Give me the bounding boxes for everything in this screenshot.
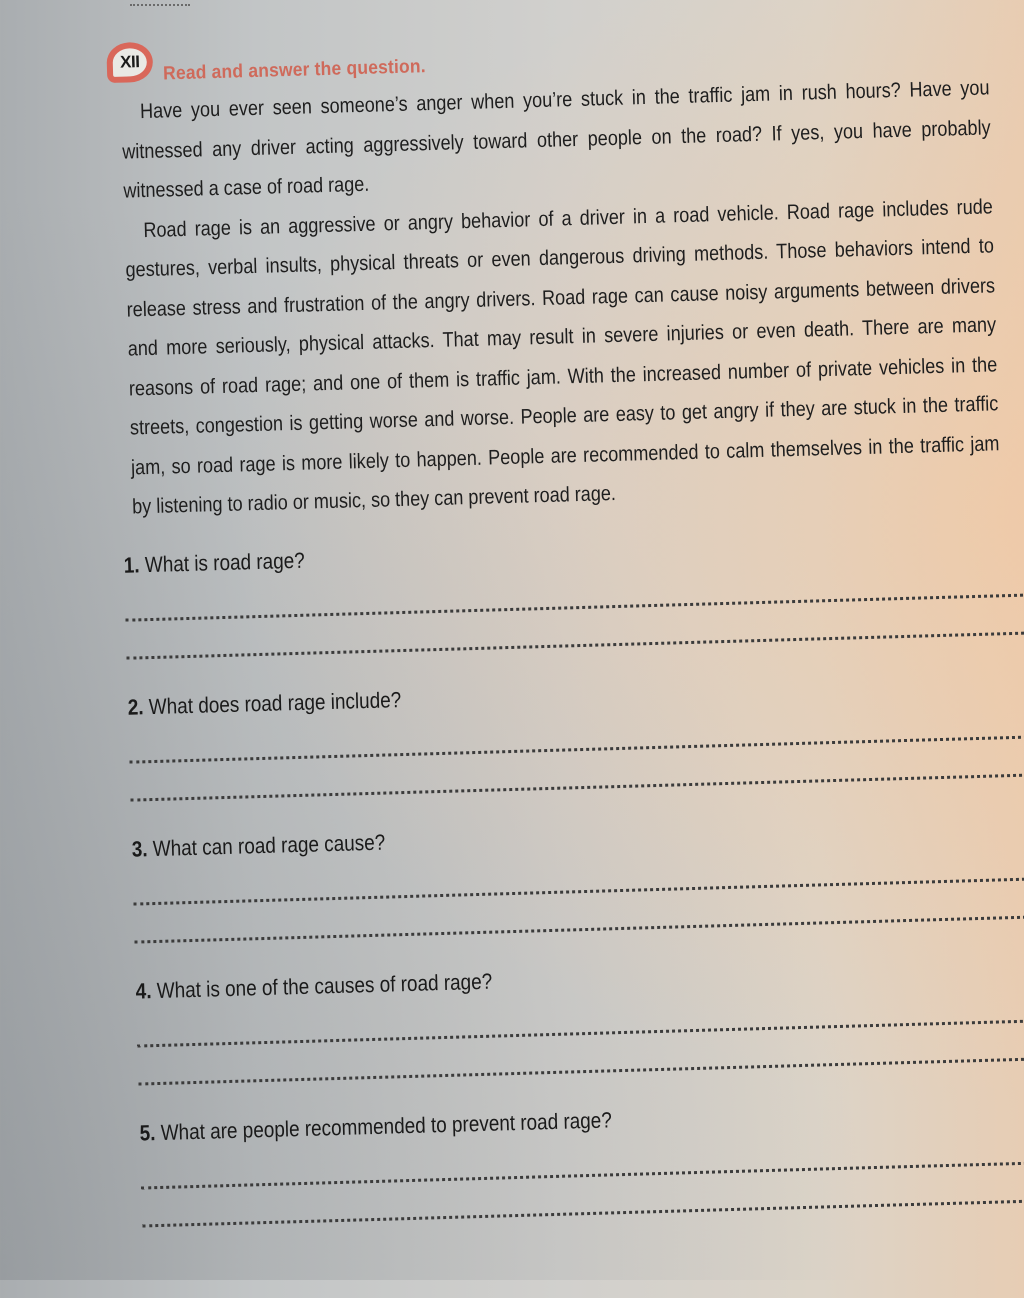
passage-paragraph-2: Road rage is an aggressive or angry behavior of a driver in a road vehicle. Road rage includes rude gestures, verbal insults, physical threats or even dangerous driving methods. Those behaviors intend to release stress and frustration of the angry drivers. Road rage can cause noisy arguments between drivers and more seriously, physical attacks. That may result in severe injuries or even death. There are many reasons of road rage; and one of them is traffic jam. With the increased number of private vehicles in the streets, congestion is getting worse and worse. People are easy to get angry if they are stuck in the traffic jam, so road rage is more likely to happen. People are recommended to calm themselves in the traffic jam by listening to radio or music, so they can prevent road rage. [125,194,1000,519]
answer-line[interactable] [133,877,1024,905]
answer-line[interactable] [129,735,1024,763]
answer-line[interactable] [142,1199,1024,1227]
answer-line[interactable] [141,1161,1024,1189]
question-number: 2. [127,694,144,720]
passage-paragraph-1: Have you ever seen someone’s anger when you’re stuck in the traffic jam in rush hours? Have you witnessed any driver acting aggressively toward other people on the road? If yes, you have probably witnessed a case of road rage. [121,76,991,203]
answer-line[interactable] [138,1057,1024,1085]
question-2 [127,669,1024,836]
exercise-number-badge [106,42,153,83]
question-number: 5. [139,1120,156,1146]
question-list [123,527,1024,1262]
question-label: What does road rage include? [148,687,402,720]
answer-line[interactable] [130,773,1024,801]
answer-line[interactable] [134,915,1024,943]
question-label: What is one of the causes of road rage? [156,968,493,1004]
page-top-dotted-line [130,4,190,6]
question-label: What is road rage? [144,547,306,578]
exercise-number: XII [119,52,140,72]
question-1-text [123,531,906,579]
exercise-header [106,34,449,84]
question-number: 3. [131,836,148,862]
question-5 [139,1095,1024,1262]
answer-line[interactable] [125,593,1024,621]
reading-passage [121,72,1000,527]
answer-line[interactable] [137,1019,1024,1047]
question-1 [123,527,1024,694]
exercise-instruction: Read and answer the question. [162,56,427,85]
question-label: What can road rage cause? [152,829,386,862]
question-3 [131,811,1024,978]
question-label: What are people recommended to prevent road rage? [160,1107,613,1145]
question-number: 1. [123,552,140,578]
question-number: 4. [135,978,152,1004]
answer-line[interactable] [126,631,1024,659]
question-4 [135,953,1024,1120]
